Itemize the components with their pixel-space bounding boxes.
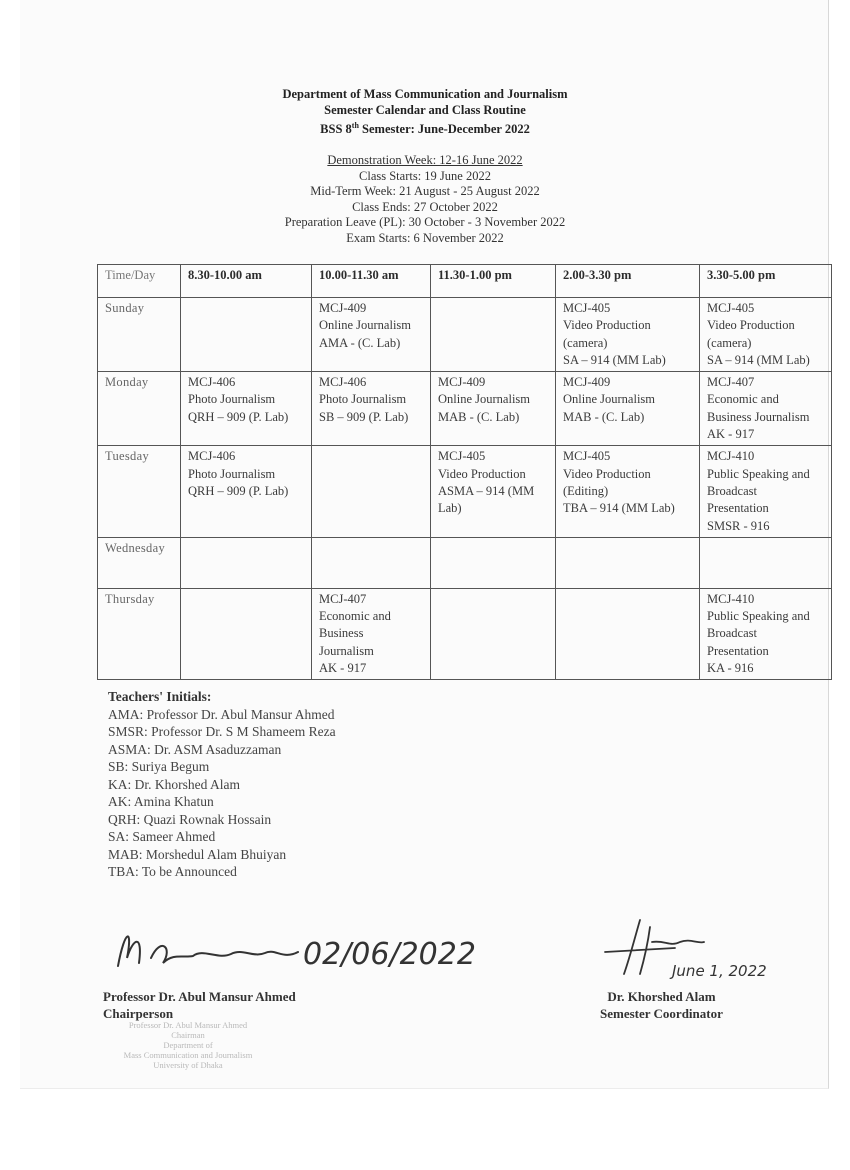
chairperson-role: Chairperson: [103, 1006, 174, 1021]
class-cell: [181, 588, 312, 679]
class-cell: MCJ-406 Photo Journalism QRH – 909 (P. Lab): [181, 446, 312, 537]
class-cell: MCJ-406 Photo Journalism SB – 909 (P. Lab): [312, 372, 431, 446]
chairperson-seal: [73, 1020, 303, 1070]
teacher-item: AMA: Professor Dr. Abul Mansur Ahmed: [108, 706, 335, 722]
preparation-leave: Preparation Leave (PL): 30 October - 3 November 2022: [284, 215, 566, 229]
teacher-item: MAB: Morshedul Alam Bhuiyan: [108, 846, 287, 862]
class-cell: [431, 537, 556, 588]
midterm-week: Mid-Term Week: 21 August - 25 August 2022: [310, 184, 540, 198]
column-header: 8.30-10.00 am: [181, 265, 312, 298]
class-cell: MCJ-405 Video Production (Editing) TBA – 914 (MM Lab): [556, 446, 700, 537]
seal-line: Chairman: [171, 1030, 205, 1040]
coordinator-signature-block: [580, 912, 810, 1032]
coordinator-signature-date: June 1, 2022: [672, 962, 767, 980]
chairperson-signature-block: [103, 918, 523, 1088]
seal-line: Department of: [163, 1040, 213, 1050]
class-cell: MCJ-410 Public Speaking and Broadcast Presentation SMSR - 916: [700, 446, 832, 537]
class-cell: [556, 588, 700, 679]
class-cell: MCJ-405 Video Production (camera) SA – 914 (MM Lab): [700, 298, 832, 372]
day-cell: Thursday: [98, 588, 181, 679]
class-cell: MCJ-407 Economic and Business Journalism AK - 917: [700, 372, 832, 446]
chairperson-name: Professor Dr. Abul Mansur Ahmed: [103, 989, 296, 1004]
semester-title: BSS 8th Semester: June-December 2022: [320, 121, 530, 137]
class-cell: MCJ-407 Economic and Business Journalism AK - 917: [312, 588, 431, 679]
day-cell: Monday: [98, 372, 181, 446]
seal-line: Mass Communication and Journalism: [123, 1050, 253, 1060]
teacher-item: TBA: To be Announced: [108, 864, 237, 879]
coordinator-role: Semester Coordinator: [600, 1006, 723, 1021]
column-header: 11.30-1.00 pm: [431, 265, 556, 298]
class-routine-table: [97, 264, 832, 680]
class-cell: [556, 537, 700, 588]
exam-starts: Exam Starts: 6 November 2022: [346, 230, 504, 245]
day-cell: Wednesday: [98, 537, 181, 588]
teacher-item: KA: Dr. Khorshed Alam: [108, 776, 240, 792]
table-row: [98, 446, 832, 537]
class-cell: MCJ-409 Online Journalism AMA - (C. Lab): [312, 298, 431, 372]
column-header: Time/Day: [98, 265, 181, 298]
class-cell: [312, 446, 431, 537]
chairperson-signature-date: 02/06/2022: [303, 937, 476, 972]
class-cell: [181, 298, 312, 372]
table-row: [98, 372, 832, 446]
teacher-item: SB: Suriya Begum: [108, 759, 210, 774]
chairperson-caption: [103, 988, 296, 1022]
class-cell: MCJ-409 Online Journalism MAB - (C. Lab): [556, 372, 700, 446]
day-cell: Sunday: [98, 298, 181, 372]
class-cell: MCJ-405 Video Production ASMA – 914 (MM Lab): [431, 446, 556, 537]
class-cell: [431, 298, 556, 372]
department-title: Department of Mass Communication and Journalism: [282, 87, 568, 101]
column-header: 10.00-11.30 am: [312, 265, 431, 298]
teacher-item: AK: Amina Khatun: [108, 794, 214, 809]
class-cell: [700, 537, 832, 588]
calendar-title: Semester Calendar and Class Routine: [324, 103, 526, 117]
coordinator-caption: [600, 988, 723, 1022]
class-cell: [312, 537, 431, 588]
seal-line: University of Dhaka: [153, 1060, 223, 1070]
table-row: [98, 537, 832, 588]
class-starts: Class Starts: 19 June 2022: [359, 168, 491, 183]
teacher-item: SA: Sameer Ahmed: [108, 829, 216, 844]
class-cell: [431, 588, 556, 679]
day-cell: Tuesday: [98, 446, 181, 537]
table-row: [98, 588, 832, 679]
class-cell: MCJ-409 Online Journalism MAB - (C. Lab): [431, 372, 556, 446]
class-cell: MCJ-410 Public Speaking and Broadcast Presentation KA - 916: [700, 588, 832, 679]
teacher-item: QRH: Quazi Rownak Hossain: [108, 811, 272, 827]
seal-line: Professor Dr. Abul Mansur Ahmed: [128, 1020, 248, 1030]
teachers-initials: [108, 688, 336, 881]
demonstration-week: Demonstration Week: 12-16 June 2022: [327, 153, 523, 167]
class-cell: [181, 537, 312, 588]
document-header: [0, 86, 850, 137]
coordinator-name: Dr. Khorshed Alam: [607, 989, 716, 1004]
semester-dates: [0, 153, 850, 246]
teachers-title: Teachers' Initials:: [108, 689, 212, 704]
teacher-item: ASMA: Dr. ASM Asaduzzaman: [108, 741, 282, 757]
chairperson-signature: [103, 918, 523, 988]
table-row: [98, 298, 832, 372]
class-ends: Class Ends: 27 October 2022: [352, 199, 498, 214]
coordinator-signature: [580, 912, 810, 984]
column-header: 3.30-5.00 pm: [700, 265, 832, 298]
table-header-row: [98, 265, 832, 298]
class-cell: MCJ-406 Photo Journalism QRH – 909 (P. Lab): [181, 372, 312, 446]
column-header: 2.00-3.30 pm: [556, 265, 700, 298]
class-cell: MCJ-405 Video Production (camera) SA – 914 (MM Lab): [556, 298, 700, 372]
teacher-item: SMSR: Professor Dr. S M Shameem Reza: [108, 724, 336, 739]
